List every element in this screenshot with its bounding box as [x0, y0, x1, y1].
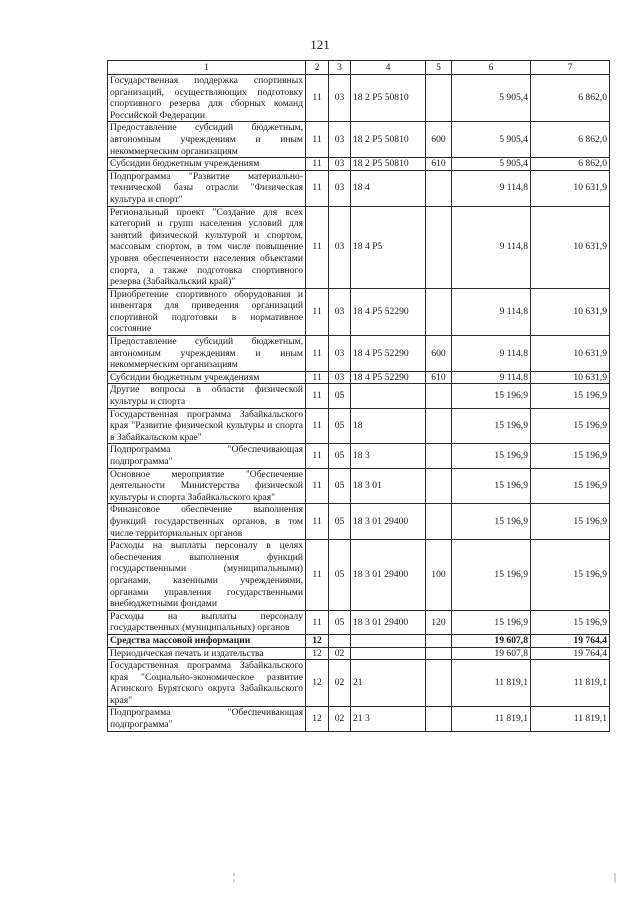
row-c3-cell: 05 [329, 504, 351, 540]
header-col-6: 6 [452, 61, 531, 75]
row-c7-cell: 19 764,4 [531, 647, 610, 660]
table-row [108, 408, 610, 444]
row-c3-cell: 02 [329, 707, 351, 731]
row-c7-cell: 10 631,9 [531, 206, 610, 288]
row-c5-cell [426, 206, 452, 288]
row-c7-cell: 15 196,9 [531, 540, 610, 611]
row-c4-cell: 18 4 P5 52290 [351, 371, 426, 384]
row-c6-cell: 15 196,9 [452, 444, 531, 468]
row-c6-cell: 19 607,8 [452, 647, 531, 660]
row-c7-cell: 15 196,9 [531, 408, 610, 444]
table-row [108, 634, 610, 647]
row-c3-cell: 05 [329, 384, 351, 408]
row-c2-cell: 11 [306, 158, 329, 171]
row-c4-cell: 18 4 P5 [351, 206, 426, 288]
row-c5-cell [426, 384, 452, 408]
row-c2-cell: 11 [306, 336, 329, 372]
scan-mark: ¦ [233, 872, 236, 883]
row-c4-cell: 18 4 P5 52290 [351, 288, 426, 335]
row-name-cell: Приобретение спортивного оборудования и инвентаря для приведения организаций спортивной подготовки в нормативное состояние [108, 288, 306, 335]
row-c7-cell: 15 196,9 [531, 384, 610, 408]
row-c3-cell: 02 [329, 660, 351, 707]
row-c3-cell: 03 [329, 288, 351, 335]
row-c7-cell: 10 631,9 [531, 336, 610, 372]
row-c2-cell: 11 [306, 468, 329, 504]
table-row [108, 504, 610, 540]
row-name-cell: Подпрограмма "Развитие материально-технической базы отрасли "Физическая культура и спорт" [108, 170, 306, 206]
header-col-2: 2 [306, 61, 329, 75]
row-c5-cell: 600 [426, 122, 452, 158]
row-c5-cell [426, 468, 452, 504]
row-c3-cell: 05 [329, 540, 351, 611]
row-c6-cell: 9 114,8 [452, 206, 531, 288]
row-name-cell: Субсидии бюджетным учреждениям [108, 158, 306, 171]
row-c7-cell: 15 196,9 [531, 468, 610, 504]
row-c3-cell: 05 [329, 444, 351, 468]
row-c6-cell: 15 196,9 [452, 610, 531, 634]
table-row [108, 75, 610, 122]
row-c4-cell [351, 647, 426, 660]
table-row [108, 336, 610, 372]
row-name-cell: Другие вопросы в области физической культуры и спорта [108, 384, 306, 408]
table-row [108, 206, 610, 288]
table-row [108, 384, 610, 408]
row-c6-cell: 5 905,4 [452, 122, 531, 158]
row-c4-cell: 18 3 01 29400 [351, 540, 426, 611]
row-c4-cell: 18 [351, 408, 426, 444]
row-c7-cell: 6 862,0 [531, 122, 610, 158]
table-row [108, 707, 610, 731]
row-c2-cell: 11 [306, 170, 329, 206]
row-c2-cell: 11 [306, 206, 329, 288]
row-c2-cell: 11 [306, 610, 329, 634]
row-c7-cell: 11 819,1 [531, 707, 610, 731]
row-c4-cell: 18 3 01 29400 [351, 610, 426, 634]
table-row [108, 158, 610, 171]
row-c5-cell: 610 [426, 371, 452, 384]
table-row [108, 610, 610, 634]
row-c7-cell: 15 196,9 [531, 610, 610, 634]
row-c2-cell: 11 [306, 75, 329, 122]
row-c7-cell: 15 196,9 [531, 444, 610, 468]
row-name-cell: Расходы на выплаты персоналу государственных (муниципальных) органов [108, 610, 306, 634]
row-name-cell: Финансовое обеспечение выполнения функций государственных органов, в том числе территориальных органов [108, 504, 306, 540]
table-row [108, 371, 610, 384]
row-c4-cell: 18 2 P5 50810 [351, 158, 426, 171]
row-c6-cell: 9 114,8 [452, 170, 531, 206]
row-name-cell: Региональный проект "Создание для всех категорий и групп населения условий для занятий физической культурой и спортом, массовым спортом, в том числе повышение уровня обеспеченности населения объектами спорта, а также подготовка спортивного резерва (Забайкальский край)" [108, 206, 306, 288]
row-c7-cell: 19 764,4 [531, 634, 610, 647]
row-c3-cell [329, 634, 351, 647]
row-c4-cell: 21 [351, 660, 426, 707]
table-row [108, 122, 610, 158]
row-c3-cell: 03 [329, 158, 351, 171]
row-c3-cell: 05 [329, 468, 351, 504]
table-row [108, 288, 610, 335]
row-name-cell: Подпрограмма "Обеспечивающая подпрограмма" [108, 444, 306, 468]
row-c7-cell: 10 631,9 [531, 170, 610, 206]
row-c2-cell: 12 [306, 660, 329, 707]
row-c5-cell [426, 170, 452, 206]
header-col-4: 4 [351, 61, 426, 75]
row-c7-cell: 11 819,1 [531, 660, 610, 707]
row-c6-cell: 11 819,1 [452, 707, 531, 731]
row-c2-cell: 11 [306, 444, 329, 468]
row-c4-cell: 18 2 P5 50810 [351, 75, 426, 122]
row-c5-cell: 120 [426, 610, 452, 634]
row-c7-cell: 10 631,9 [531, 288, 610, 335]
row-c5-cell [426, 408, 452, 444]
row-c4-cell [351, 634, 426, 647]
row-c2-cell: 12 [306, 707, 329, 731]
row-c2-cell: 11 [306, 371, 329, 384]
row-c2-cell: 12 [306, 647, 329, 660]
row-c3-cell: 03 [329, 371, 351, 384]
row-c5-cell [426, 288, 452, 335]
table-row [108, 660, 610, 707]
header-col-7: 7 [531, 61, 610, 75]
row-c4-cell: 18 4 [351, 170, 426, 206]
row-c6-cell: 9 114,8 [452, 371, 531, 384]
header-col-5: 5 [426, 61, 452, 75]
budget-table [107, 60, 610, 732]
row-c7-cell: 10 631,9 [531, 371, 610, 384]
row-c6-cell: 11 819,1 [452, 660, 531, 707]
header-col-3: 3 [329, 61, 351, 75]
table-row [108, 170, 610, 206]
row-c2-cell: 11 [306, 408, 329, 444]
row-name-cell: Средства массовой информации [108, 634, 306, 647]
row-c2-cell: 11 [306, 122, 329, 158]
row-name-cell: Государственная программа Забайкальского края "Социально-экономическое развитие Агинского Бурятского округа Забайкальского края" [108, 660, 306, 707]
row-c3-cell: 03 [329, 336, 351, 372]
row-c6-cell: 9 114,8 [452, 336, 531, 372]
row-c2-cell: 11 [306, 504, 329, 540]
row-c5-cell [426, 75, 452, 122]
row-c2-cell: 11 [306, 384, 329, 408]
table-row [108, 468, 610, 504]
row-c6-cell: 9 114,8 [452, 288, 531, 335]
row-c3-cell: 05 [329, 610, 351, 634]
row-c3-cell: 05 [329, 408, 351, 444]
table-row [108, 647, 610, 660]
row-c6-cell: 19 607,8 [452, 634, 531, 647]
row-c6-cell: 5 905,4 [452, 75, 531, 122]
table-header-row [108, 61, 610, 75]
row-c6-cell: 15 196,9 [452, 408, 531, 444]
row-c7-cell: 6 862,0 [531, 75, 610, 122]
row-c6-cell: 15 196,9 [452, 504, 531, 540]
row-c7-cell: 6 862,0 [531, 158, 610, 171]
row-name-cell: Государственная программа Забайкальского края "Развитие физической культуры и спорта в Забайкальском крае" [108, 408, 306, 444]
row-c5-cell: 100 [426, 540, 452, 611]
row-c3-cell: 03 [329, 122, 351, 158]
row-c3-cell: 03 [329, 206, 351, 288]
row-name-cell: Предоставление субсидий бюджетным, автономным учреждениям и иным некоммерческим организациям [108, 336, 306, 372]
row-c5-cell [426, 504, 452, 540]
row-c7-cell: 15 196,9 [531, 504, 610, 540]
row-c6-cell: 5 905,4 [452, 158, 531, 171]
row-c5-cell [426, 444, 452, 468]
table-row [108, 444, 610, 468]
header-col-1: 1 [108, 61, 306, 75]
row-c4-cell: 18 3 01 [351, 468, 426, 504]
row-c5-cell [426, 647, 452, 660]
row-c5-cell: 610 [426, 158, 452, 171]
row-c2-cell: 11 [306, 288, 329, 335]
row-name-cell: Периодическая печать и издательства [108, 647, 306, 660]
row-c5-cell [426, 707, 452, 731]
row-c6-cell: 15 196,9 [452, 468, 531, 504]
row-c4-cell: 18 3 01 29400 [351, 504, 426, 540]
row-name-cell: Предоставление субсидий бюджетным, автономным учреждениям и иным некоммерческим организациям [108, 122, 306, 158]
row-c6-cell: 15 196,9 [452, 540, 531, 611]
row-c4-cell: 18 3 [351, 444, 426, 468]
row-c5-cell [426, 660, 452, 707]
row-c2-cell: 12 [306, 634, 329, 647]
row-c2-cell: 11 [306, 540, 329, 611]
row-c4-cell: 21 3 [351, 707, 426, 731]
row-name-cell: Расходы на выплаты персоналу в целях обеспечения выполнения функций государственными (муниципальными) органами, казенными учреждениями, органами управления государственными внебюджетными фондами [108, 540, 306, 611]
row-c4-cell [351, 384, 426, 408]
row-c3-cell: 02 [329, 647, 351, 660]
row-name-cell: Подпрограмма "Обеспечивающая подпрограмма" [108, 707, 306, 731]
row-c5-cell: 600 [426, 336, 452, 372]
row-name-cell: Субсидии бюджетным учреждениям [108, 371, 306, 384]
row-c3-cell: 03 [329, 75, 351, 122]
row-c6-cell: 15 196,9 [452, 384, 531, 408]
row-c5-cell [426, 634, 452, 647]
row-c4-cell: 18 2 P5 50810 [351, 122, 426, 158]
table-body [108, 75, 610, 732]
scan-mark: | [614, 872, 617, 883]
row-c4-cell: 18 4 P5 52290 [351, 336, 426, 372]
row-name-cell: Государственная поддержка спортивных организаций, осуществляющих подготовку спортивного резерва для сборных команд Российской Федерации [108, 75, 306, 122]
page-number: 121 [310, 37, 330, 52]
row-name-cell: Основное мероприятие "Обеспечение деятельности Министерства физической культуры и спорта Забайкальского края" [108, 468, 306, 504]
row-c3-cell: 03 [329, 170, 351, 206]
table-row [108, 540, 610, 611]
